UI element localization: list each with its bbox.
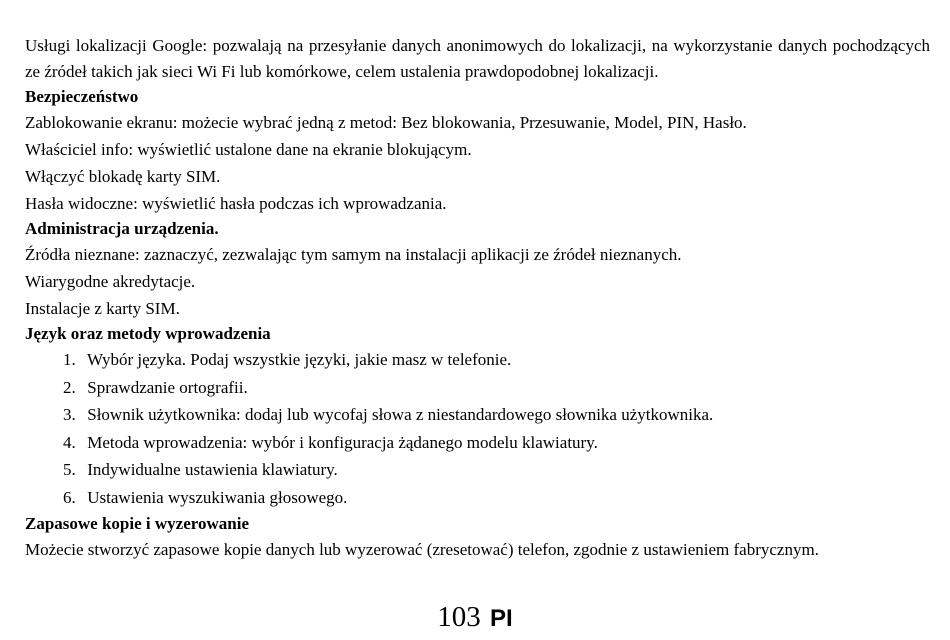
list-item-number: 2. — [63, 377, 76, 397]
list-item-text: Sprawdzanie ortografii. — [87, 377, 248, 397]
list-item-text: Indywidualne ustawienia klawiatury. — [87, 460, 338, 480]
list-item — [25, 456, 930, 484]
security-heading: Bezpieczeństwo — [25, 87, 139, 106]
list-item — [25, 429, 930, 457]
owner-info-text: Właściciel info: wyświetlić ustalone dane na ekranie blokującym. — [25, 140, 472, 159]
list-item-text: Słownik użytkownika: dodaj lub wycofaj słowa z niestandardowego słownika użytkownika. — [87, 405, 714, 425]
sim-lock-text: Włączyć blokadę karty SIM. — [25, 167, 221, 186]
list-item-text: Ustawienia wyszukiwania głosowego. — [87, 487, 348, 507]
list-item-number: 5. — [63, 460, 76, 480]
visible-passwords-text: Hasła widoczne: wyświetlić hasła podczas ich wprowadzania. — [25, 194, 447, 213]
page-number: 103 — [437, 601, 481, 633]
language-input-heading: Język oraz metody wprowadzenia — [25, 324, 271, 343]
list-item-text: Wybór języka. Podaj wszystkie języki, jakie masz w telefonie. — [86, 350, 512, 369]
list-item — [25, 401, 930, 429]
list-item — [25, 374, 930, 402]
list-item-number: 4. — [63, 432, 76, 452]
list-item-text: Metoda wprowadzenia: wybór i konfiguracja żądanego modelu klawiatury. — [87, 432, 598, 452]
install-from-sim-text: Instalacje z karty SIM. — [25, 299, 180, 318]
language-steps-list — [25, 346, 930, 512]
page-footer — [0, 601, 950, 635]
unknown-sources-text: Źródła nieznane: zaznaczyć, zezwalając tym samym na instalacji aplikacji ze źródeł nieznanych. — [25, 245, 682, 264]
trusted-credentials-text: Wiarygodne akredytacje. — [25, 272, 196, 291]
list-item-number: 3. — [63, 405, 76, 425]
language-code: PI — [490, 605, 513, 632]
document-page — [25, 33, 930, 563]
list-item — [25, 346, 930, 374]
list-item-number: 1. — [63, 350, 76, 369]
backup-reset-text: Możecie stworzyć zapasowe kopie danych lub wyzerować (zresetować) telefon, zgodnie z ustawieniem fabrycznym. — [25, 539, 819, 559]
device-admin-heading: Administracja urządzenia. — [25, 219, 219, 238]
list-item — [25, 484, 930, 512]
location-services-paragraph: Usługi lokalizacji Google: pozwalają na przesyłanie danych anonimowych do lokalizacji, na wykorzystanie danych pochodzących ze źródeł takich jak sieci Wi Fi lub komórkowe, celem ustalenia prawdopodobnej lokalizacji. — [25, 36, 930, 81]
list-item-number: 6. — [63, 487, 76, 507]
screen-lock-text: Zablokowanie ekranu: możecie wybrać jedną z metod: Bez blokowania, Przesuwanie, Model, PIN, Hasło. — [25, 113, 747, 132]
backup-reset-heading: Zapasowe kopie i wyzerowanie — [25, 513, 249, 533]
